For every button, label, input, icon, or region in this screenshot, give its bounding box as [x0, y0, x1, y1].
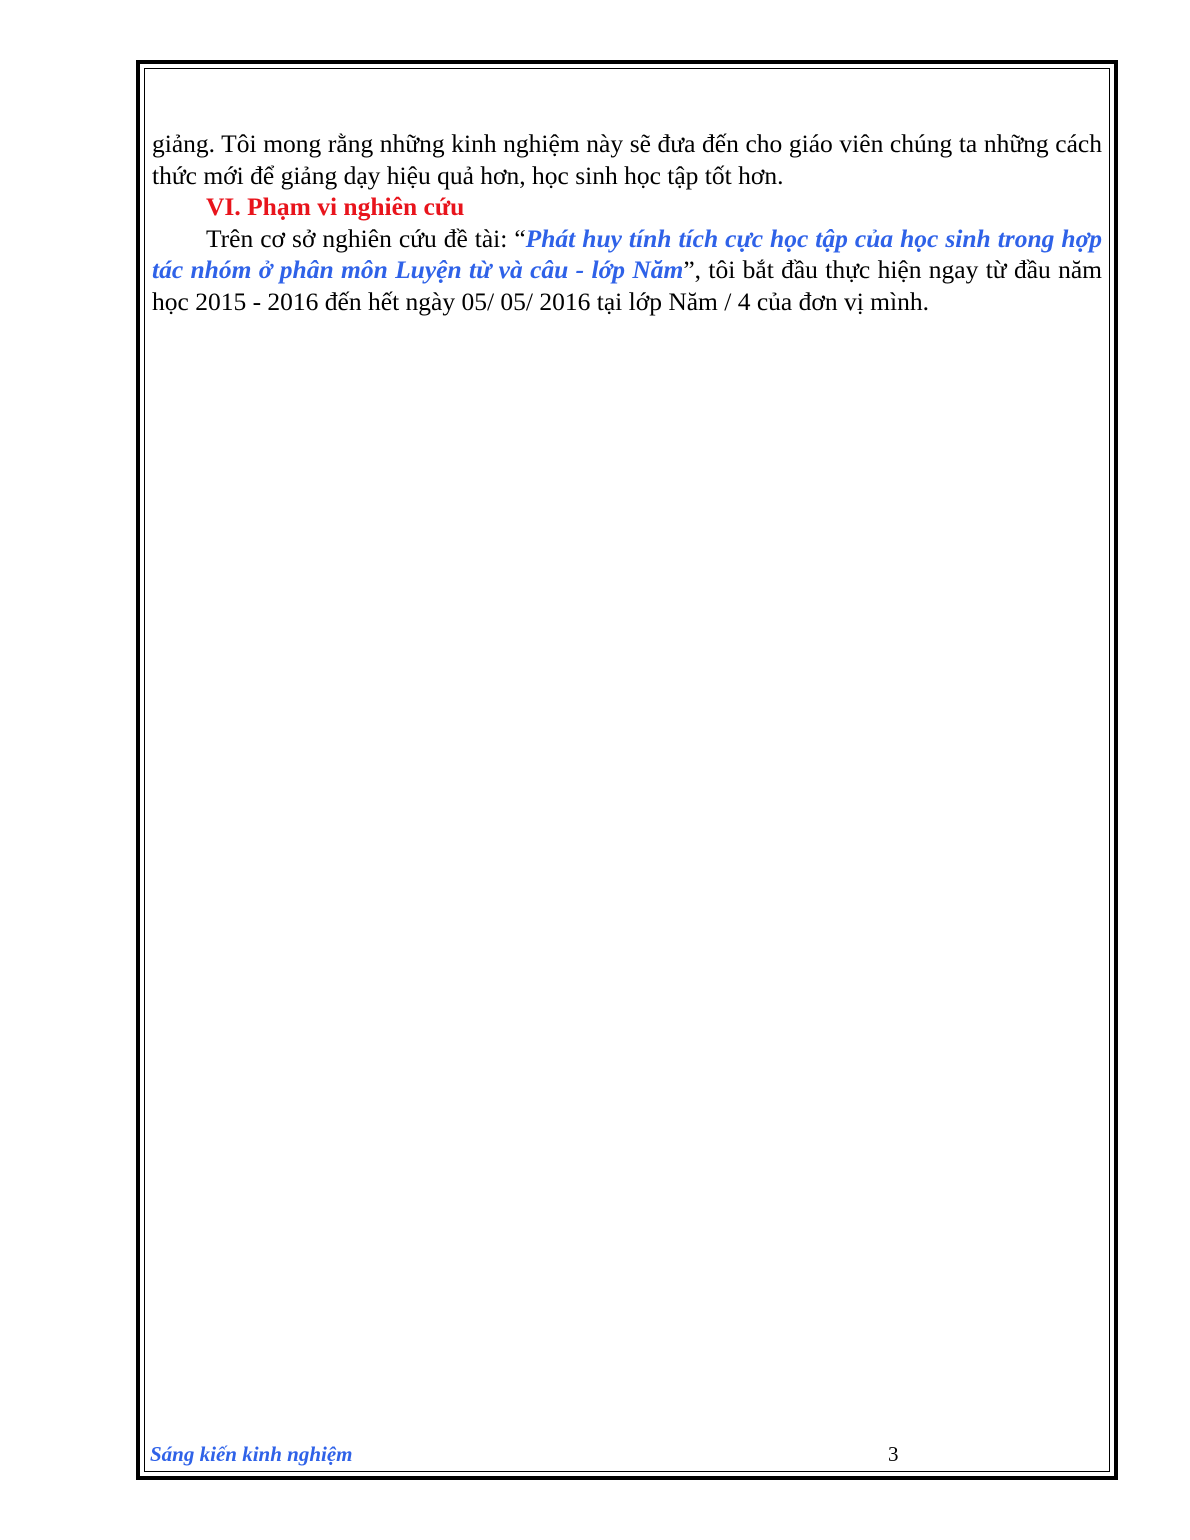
paragraph-scope: [152, 223, 1102, 318]
paragraph-continuation: giảng. Tôi mong rằng những kinh nghiệm này sẽ đưa đến cho giáo viên chúng ta những cách thức mới để giảng dạy hiệu quả hơn, học sinh học tập tốt hơn.: [152, 129, 1102, 190]
section-heading: VI. Phạm vi nghiên cứu: [206, 192, 465, 221]
scope-text-after: ”, tôi bắt đầu thực hiện ngay từ đầu năm học 2015 - 2016 đến hết ngày 05/ 05/ 2016 tại lớp Năm / 4 của đơn vị mình.: [152, 255, 1102, 316]
page-content: [152, 128, 1102, 317]
scope-text-before: Trên cơ sở nghiên cứu đề tài: “: [206, 223, 526, 253]
topic-title: Phát huy tính tích cực học tập của học sinh trong hợp tác nhóm ở phân môn Luyện từ và câu - lớp Năm: [152, 223, 1103, 284]
footer-title: Sáng kiến kinh nghiệm: [150, 1442, 353, 1466]
page-number: 3: [888, 1442, 899, 1466]
